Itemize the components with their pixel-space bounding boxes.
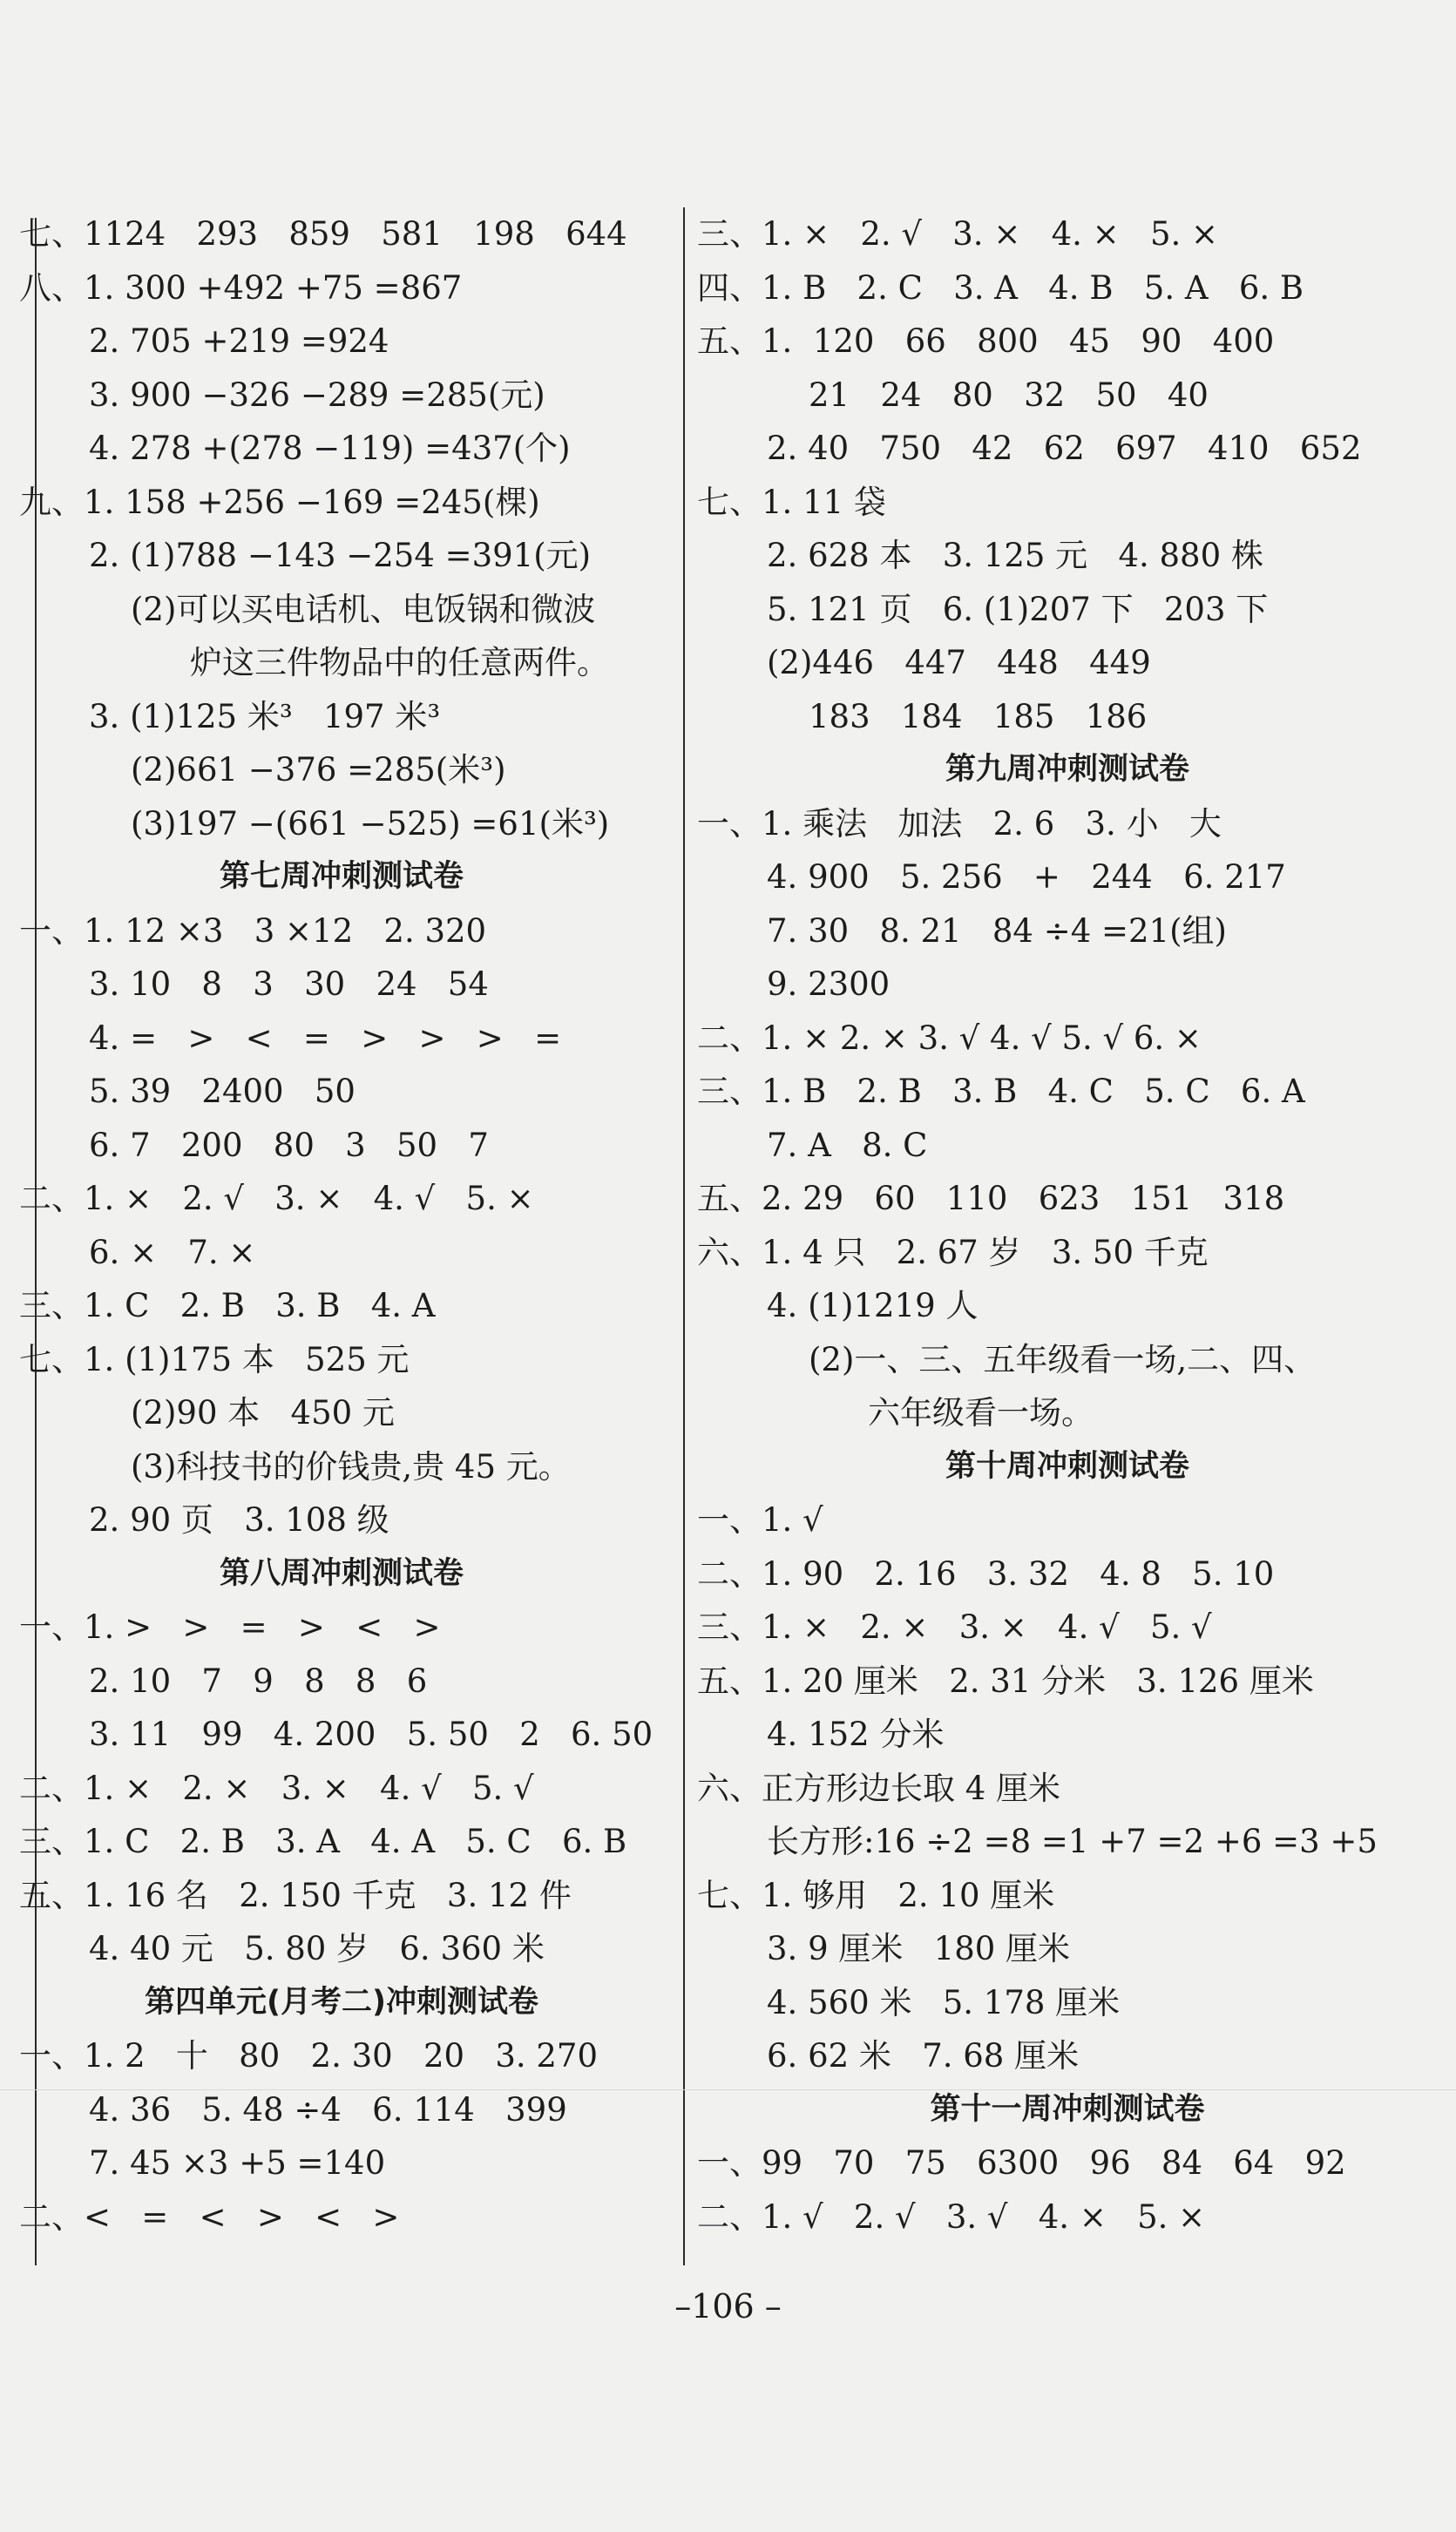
answer-line: 一、1. 12 ×3 3 ×12 2. 320 xyxy=(19,911,487,950)
answer-line: 炉这三件物品中的任意两件。 xyxy=(190,644,609,681)
answer-line: 5. 39 2400 50 xyxy=(89,1073,356,1110)
answer-line: (3)科技书的价钱贵,贵 45 元。 xyxy=(131,1447,571,1486)
answer-line: 21 24 80 32 50 40 xyxy=(809,376,1209,414)
answer-line: 二、1. 90 2. 16 3. 32 4. 8 5. 10 xyxy=(697,1554,1275,1593)
answer-line: (2)90 本 450 元 xyxy=(131,1394,395,1432)
answer-line: 3. (1)125 米³ 197 米³ xyxy=(89,697,441,735)
answer-line: 3. 900 −326 −289 =285(元) xyxy=(89,376,545,414)
answer-line: 八、1. 300 +492 +75 =867 xyxy=(19,268,463,307)
answer-line: (2)一、三、五年级看一场,二、四、 xyxy=(809,1340,1317,1378)
answer-line: 五、2. 29 60 110 623 151 318 xyxy=(697,1180,1285,1217)
answer-line: 7. 30 8. 21 84 ÷4 =21(组) xyxy=(767,911,1227,950)
section-heading: 第十一周冲刺测试卷 xyxy=(930,2091,1205,2127)
answer-line: 4. 36 5. 48 ÷4 6. 114 399 xyxy=(89,2090,567,2129)
answer-line: 4. = > < = > > > = xyxy=(89,1019,562,1057)
answer-line: 3. 10 8 3 30 24 54 xyxy=(89,965,489,1003)
answer-line: 七、1124 293 859 581 198 644 xyxy=(19,215,627,253)
answer-line: 一、1. 2 十 80 2. 30 20 3. 270 xyxy=(19,2037,599,2075)
answer-line: 七、1. 11 袋 xyxy=(697,483,886,521)
answer-line: 二、1. √ 2. √ 3. √ 4. × 5. × xyxy=(697,2197,1206,2236)
answer-line: 2. 90 页 3. 108 级 xyxy=(89,1501,389,1539)
answer-line: 4. 278 +(278 −119) =437(个) xyxy=(89,430,571,467)
answer-line: 2. (1)788 −143 −254 =391(元) xyxy=(89,537,592,574)
answer-line: 5. 121 页 6. (1)207 下 203 下 xyxy=(767,590,1269,628)
answer-line: 七、1. 够用 2. 10 厘米 xyxy=(697,1876,1055,1914)
answer-line: 三、1. × 2. √ 3. × 4. × 5. × xyxy=(697,215,1219,253)
answer-line: 二、1. × 2. × 3. × 4. √ 5. √ xyxy=(19,1769,534,1807)
answer-line: 9. 2300 xyxy=(767,965,891,1003)
answer-line: 6. 62 米 7. 68 厘米 xyxy=(767,2037,1080,2075)
answer-line: 6. × 7. × xyxy=(89,1233,256,1271)
answer-line: 7. A 8. C xyxy=(767,1126,928,1164)
answer-line: 三、1. C 2. B 3. B 4. A xyxy=(19,1287,436,1324)
section-heading: 第九周冲刺测试卷 xyxy=(945,752,1189,787)
answer-line: 五、1. 20 厘米 2. 31 分米 3. 126 厘米 xyxy=(697,1662,1314,1700)
answer-line: 2. 40 750 42 62 697 410 652 xyxy=(767,430,1362,467)
answer-line: 五、1. 120 66 800 45 90 400 xyxy=(697,322,1275,360)
section-heading: 第八周冲刺测试卷 xyxy=(219,1555,464,1591)
answer-line: 7. 45 ×3 +5 =140 xyxy=(89,2144,386,2182)
section-heading: 第四单元(月考二)冲刺测试卷 xyxy=(145,1984,538,2020)
answer-line: 四、1. B 2. C 3. A 4. B 5. A 6. B xyxy=(697,268,1304,307)
answer-line: (2)可以买电话机、电饭锅和微波 xyxy=(131,590,596,628)
answer-line: 七、1. (1)175 本 525 元 xyxy=(19,1340,410,1378)
section-heading: 第十周冲刺测试卷 xyxy=(945,1448,1189,1484)
answer-line: 一、1. √ xyxy=(697,1501,823,1539)
column-divider xyxy=(683,207,685,2265)
answer-line: 六年级看一场。 xyxy=(868,1394,1094,1432)
answer-line: 三、1. B 2. B 3. B 4. C 5. C 6. A xyxy=(697,1073,1305,1110)
answer-line: 三、1. C 2. B 3. A 4. A 5. C 6. B xyxy=(19,1823,627,1860)
answer-line: 4. (1)1219 人 xyxy=(767,1287,979,1324)
answer-line: 4. 900 5. 256 + 244 6. 217 xyxy=(767,858,1286,896)
answer-line: 一、1. > > = > < > xyxy=(19,1608,441,1646)
left-answer-column xyxy=(19,207,664,2244)
answer-line: 六、正方形边长取 4 厘米 xyxy=(697,1769,1061,1807)
answer-line: 五、1. 16 名 2. 150 千克 3. 12 件 xyxy=(19,1876,572,1914)
section-heading: 第七周冲刺测试卷 xyxy=(219,859,464,894)
answer-line: 3. 9 厘米 180 厘米 xyxy=(767,1930,1071,1967)
answer-line: 二、1. × 2. √ 3. × 4. √ 5. × xyxy=(19,1180,534,1217)
answer-line: 长方形:16 ÷2 =8 =1 +7 =2 +6 =3 +5 xyxy=(767,1823,1378,1860)
answer-line: 2. 628 本 3. 125 元 4. 880 株 xyxy=(767,537,1263,574)
page-number: –106 – xyxy=(674,2287,782,2326)
right-answer-column xyxy=(697,207,1438,2244)
answer-line: 2. 10 7 9 8 8 6 xyxy=(89,1662,428,1700)
answer-line: 六、1. 4 只 2. 67 岁 3. 50 千克 xyxy=(697,1233,1209,1271)
answer-line: 一、99 70 75 6300 96 84 64 92 xyxy=(697,2144,1346,2182)
answer-line: 三、1. × 2. × 3. × 4. √ 5. √ xyxy=(697,1608,1212,1646)
answer-line: 二、1. × 2. × 3. √ 4. √ 5. √ 6. × xyxy=(697,1019,1202,1057)
answer-line: 4. 40 元 5. 80 岁 6. 360 米 xyxy=(89,1930,545,1967)
answer-line: 二、< = < > < > xyxy=(19,2197,400,2236)
answer-line: 九、1. 158 +256 −169 =245(棵) xyxy=(19,483,540,521)
answer-line: 一、1. 乘法 加法 2. 6 3. 小 大 xyxy=(697,804,1222,843)
answer-line: 183 184 185 186 xyxy=(809,697,1148,735)
answer-line: 3. 11 99 4. 200 5. 50 2 6. 50 xyxy=(89,1716,654,1753)
answer-line: 2. 705 +219 =924 xyxy=(89,322,389,360)
answer-line: (3)197 −(661 −525) =61(米³) xyxy=(131,804,610,843)
answer-line: (2)446 447 448 449 xyxy=(767,644,1151,681)
answer-line: 4. 152 分米 xyxy=(767,1716,945,1753)
answer-line: 4. 560 米 5. 178 厘米 xyxy=(767,1983,1121,2021)
answer-line: (2)661 −376 =285(米³) xyxy=(131,751,506,789)
answer-line: 6. 7 200 80 3 50 7 xyxy=(89,1126,489,1164)
